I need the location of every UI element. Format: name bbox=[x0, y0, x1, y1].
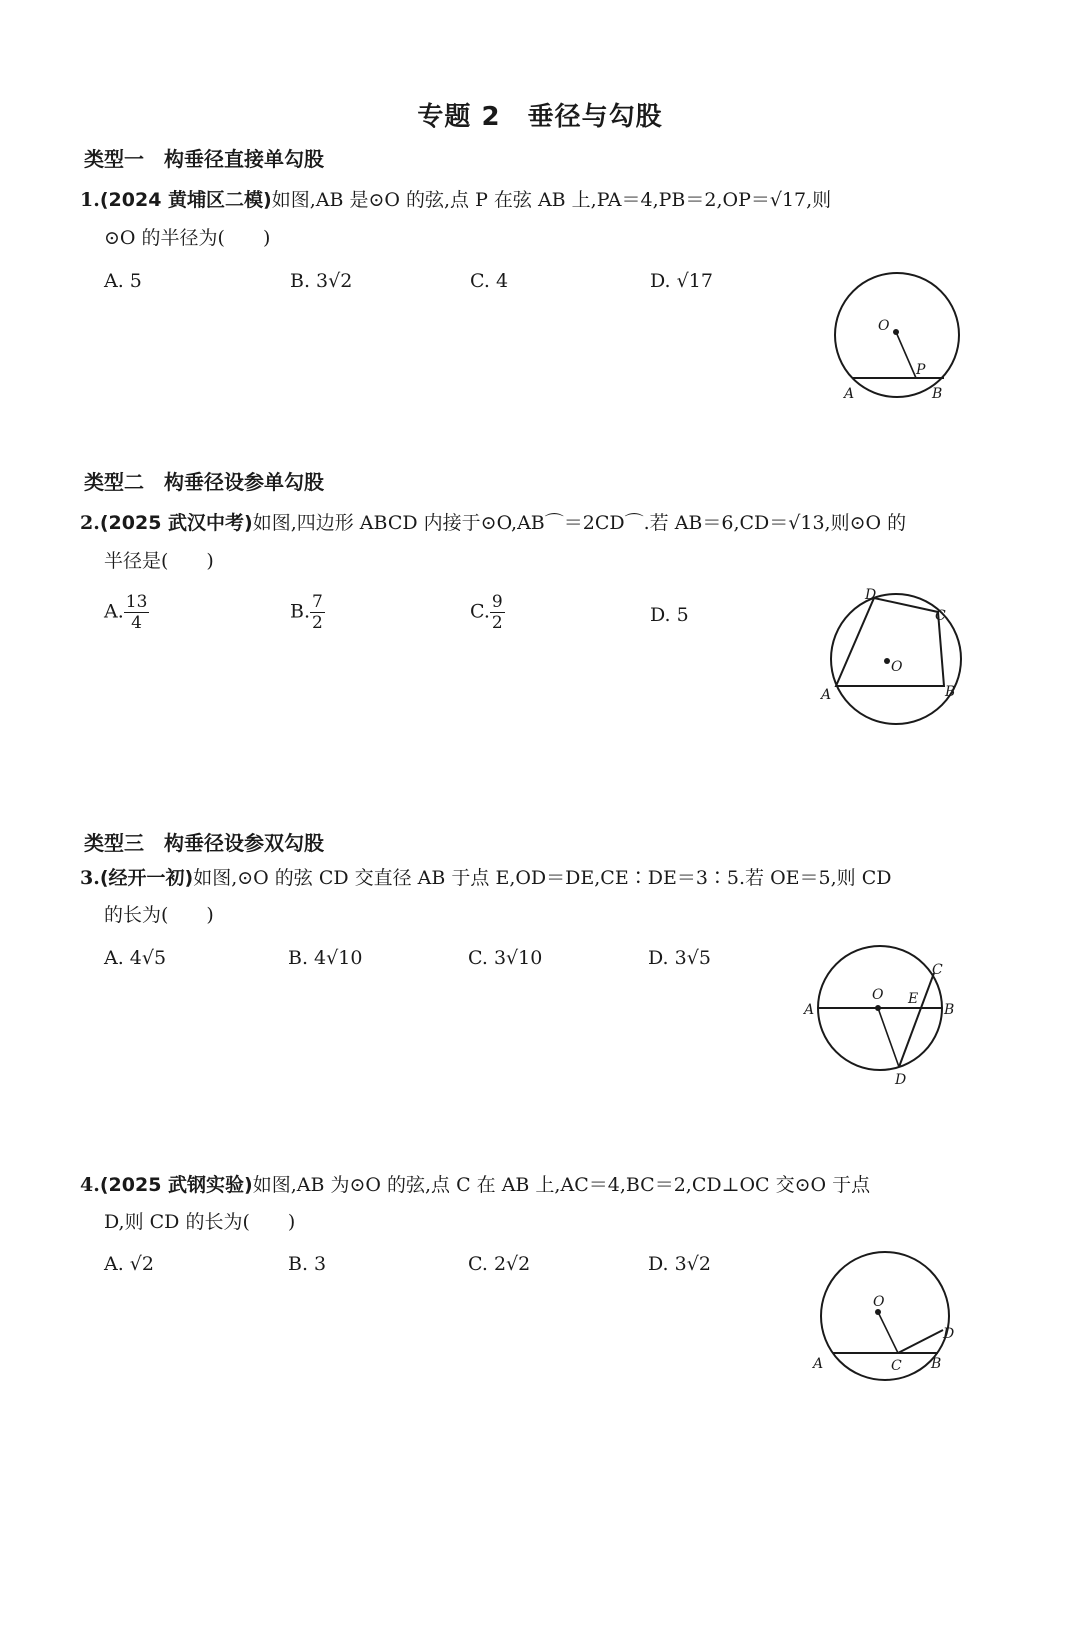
question-3-text: 如图,⊙O 的弦 CD 交直径 AB 于点 E,OD＝DE,CE∶DE＝3∶5.若 OE＝5,则 CD bbox=[193, 867, 892, 889]
q2-option-b[interactable] bbox=[290, 592, 325, 633]
page-title: 专题 2 垂径与勾股 bbox=[417, 102, 663, 132]
question-4-number: 4. bbox=[80, 1174, 100, 1196]
q2-option-a-fraction bbox=[124, 592, 150, 633]
q1-figure-circle bbox=[820, 255, 980, 415]
q2-option-d[interactable]: D. 5 bbox=[650, 604, 689, 626]
question-1-source: (2024 黄埔区二模) bbox=[99, 189, 272, 211]
q3-option-b[interactable]: B. 4√10 bbox=[288, 947, 363, 969]
question-4-text: 如图,AB 为⊙O 的弦,点 C 在 AB 上,AC＝4,BC＝2,CD⊥OC 交⊙O 于点 bbox=[252, 1174, 871, 1196]
q2-option-a[interactable] bbox=[104, 592, 149, 633]
question-1-number: 1. bbox=[80, 189, 100, 211]
q1-label-o: O bbox=[878, 318, 890, 334]
q2-option-b-prefix: B. bbox=[290, 600, 311, 623]
q4-option-a[interactable]: A. √2 bbox=[104, 1253, 154, 1275]
q3-label-a: A bbox=[804, 1002, 815, 1018]
q4-option-b[interactable]: B. 3 bbox=[288, 1253, 327, 1275]
q1-label-b: B bbox=[932, 386, 943, 402]
q2-label-d: D bbox=[865, 587, 877, 603]
q4-figure-circle bbox=[805, 1240, 975, 1395]
question-4-source: (2025 武钢实验) bbox=[99, 1174, 253, 1196]
q4-label-c: C bbox=[891, 1358, 902, 1374]
q3-figure-circle bbox=[800, 940, 970, 1095]
question-2-line-2: 半径是( ) bbox=[104, 550, 214, 572]
q1-option-a[interactable]: A. 5 bbox=[104, 270, 142, 292]
q4-option-c[interactable]: C. 2√2 bbox=[468, 1253, 531, 1275]
q2-label-c: C bbox=[935, 608, 946, 624]
q4-label-a: A bbox=[813, 1356, 824, 1372]
q1-option-c[interactable]: C. 4 bbox=[470, 270, 509, 292]
q3-option-d[interactable]: D. 3√5 bbox=[648, 947, 711, 969]
q1-label-a: A bbox=[844, 386, 855, 402]
question-2-text: 如图,四边形 ABCD 内接于⊙O,AB⌒＝2CD⌒.若 AB＝6,CD＝√13,则⊙O 的 bbox=[252, 512, 907, 534]
section-heading-1: 类型一 构垂径直接单勾股 bbox=[84, 147, 324, 171]
question-1-text: 如图,AB 是⊙O 的弦,点 P 在弦 AB 上,PA＝4,PB＝2,OP＝√17,则 bbox=[271, 189, 832, 211]
q2-figure-circle bbox=[815, 580, 985, 740]
q3-label-o: O bbox=[872, 987, 884, 1003]
q3-label-e: E bbox=[908, 991, 919, 1007]
q2-option-a-prefix: A. bbox=[104, 600, 124, 623]
q2-option-a-denominator: 4 bbox=[131, 613, 142, 633]
question-2-number: 2. bbox=[80, 512, 100, 534]
q2-label-b: B bbox=[945, 684, 956, 700]
q3-label-b: B bbox=[944, 1002, 955, 1018]
q2-option-c-numerator: 9 bbox=[491, 592, 503, 612]
q2-option-c[interactable] bbox=[470, 592, 505, 633]
q4-label-d: D bbox=[943, 1326, 955, 1342]
section-heading-3: 类型三 构垂径设参双勾股 bbox=[84, 831, 324, 855]
question-3-line-1 bbox=[80, 858, 891, 898]
q1-label-p: P bbox=[916, 362, 926, 378]
q4-label-o: O bbox=[873, 1294, 885, 1310]
question-2-line-1 bbox=[80, 503, 906, 543]
q3-option-a[interactable]: A. 4√5 bbox=[104, 947, 167, 969]
question-3-number: 3. bbox=[80, 867, 100, 889]
q2-option-b-denominator: 2 bbox=[312, 613, 323, 633]
q3-label-d: D bbox=[895, 1072, 907, 1088]
question-2-source: (2025 武汉中考) bbox=[99, 512, 253, 534]
question-4-line-1 bbox=[80, 1165, 870, 1205]
section-heading-2: 类型二 构垂径设参单勾股 bbox=[84, 470, 324, 494]
q4-label-b: B bbox=[931, 1356, 942, 1372]
q2-label-o: O bbox=[891, 659, 903, 675]
q4-option-d[interactable]: D. 3√2 bbox=[648, 1253, 711, 1275]
q2-option-c-fraction bbox=[490, 592, 505, 633]
question-3-line-2: 的长为( ) bbox=[104, 904, 214, 926]
question-4-line-2: D,则 CD 的长为( ) bbox=[104, 1211, 296, 1233]
q2-option-c-denominator: 2 bbox=[491, 613, 503, 633]
question-3-source: (经开一初) bbox=[99, 867, 194, 889]
q2-option-b-numerator: 7 bbox=[312, 592, 323, 612]
q1-option-b[interactable]: B. 3√2 bbox=[290, 270, 353, 292]
q1-option-d[interactable]: D. √17 bbox=[650, 270, 713, 292]
q2-option-a-numerator: 13 bbox=[125, 592, 148, 612]
q2-option-b-fraction bbox=[310, 592, 325, 633]
q3-label-c: C bbox=[932, 962, 943, 978]
question-1-line-1 bbox=[80, 180, 831, 220]
q3-option-c[interactable]: C. 3√10 bbox=[468, 947, 543, 969]
question-1-line-2: ⊙O 的半径为( ) bbox=[104, 227, 271, 249]
q2-label-a: A bbox=[821, 687, 832, 703]
q2-option-c-prefix: C. bbox=[470, 600, 490, 623]
